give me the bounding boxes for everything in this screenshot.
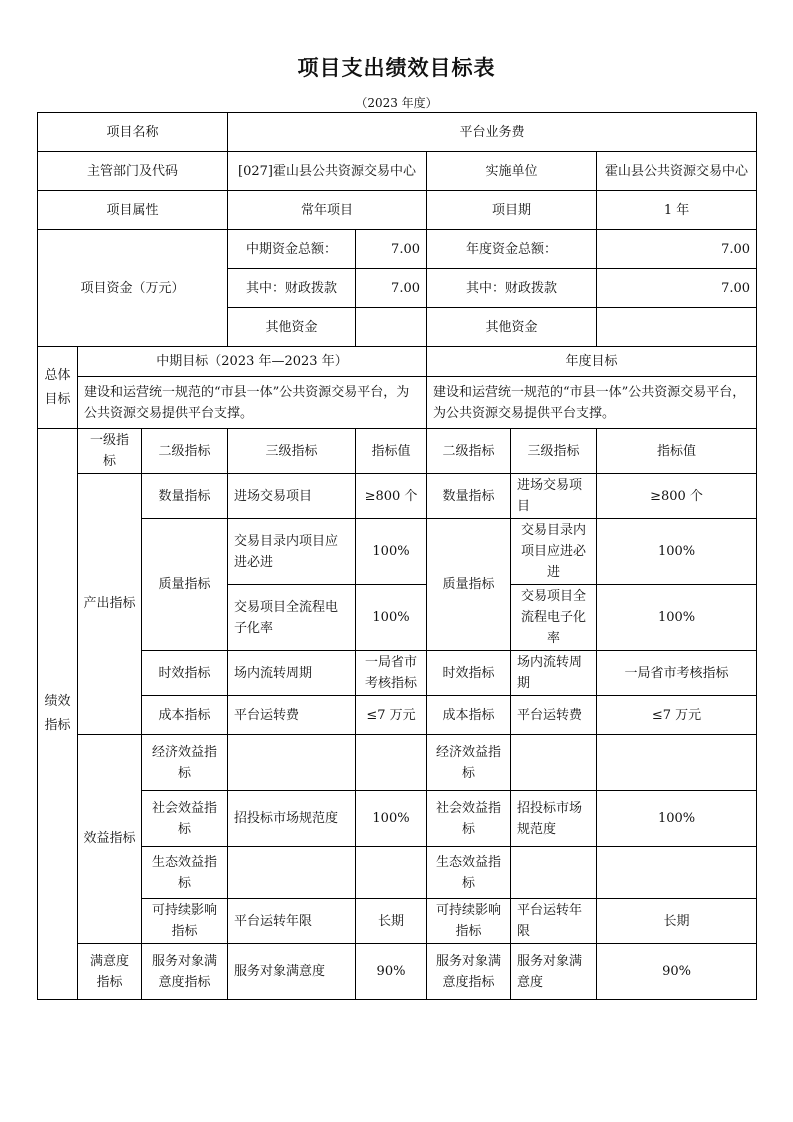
mid-goal-header: 中期目标（2023 年—2023 年）	[78, 347, 427, 377]
quantity-mid-l3: 进场交易项目	[228, 474, 356, 519]
page-title: 项目支出绩效目标表	[297, 56, 496, 80]
sustainable-year-l3: 平台运转年限	[511, 899, 597, 944]
service-mid-value: 90%	[356, 944, 427, 1000]
header-mid-level3: 三级指标	[228, 429, 356, 474]
social-mid-l2: 社会效益指标	[142, 791, 228, 847]
performance-target-table	[37, 112, 757, 1000]
quality-r1-mid-l3: 交易目录内项目应进必进	[228, 519, 356, 585]
sustainable-year-value: 长期	[597, 899, 757, 944]
service-year-l2: 服务对象满意度指标	[427, 944, 511, 1000]
year-fiscal-value: 7.00	[597, 269, 757, 308]
economic-mid-value	[356, 735, 427, 791]
ecological-mid-l3	[228, 847, 356, 899]
overall-goal-label: 总体目标	[38, 347, 78, 429]
economic-mid-l2: 经济效益指标	[142, 735, 228, 791]
economic-year-value	[597, 735, 757, 791]
timeliness-mid-l3: 场内流转周期	[228, 651, 356, 696]
social-mid-value: 100%	[356, 791, 427, 847]
quality-year-l2: 质量指标	[427, 519, 511, 651]
quality-r2-year-value: 100%	[597, 585, 757, 651]
sustainable-mid-value: 长期	[356, 899, 427, 944]
quality-r1-year-l3: 交易目录内项目应进必进	[511, 519, 597, 585]
project-name-label: 项目名称	[38, 113, 228, 152]
quality-r2-mid-value: 100%	[356, 585, 427, 651]
project-period-label: 项目期	[427, 191, 597, 230]
mid-other-value	[356, 308, 427, 347]
quantity-year-l2: 数量指标	[427, 474, 511, 519]
year-other-label: 其他资金	[427, 308, 597, 347]
service-year-l3: 服务对象满意度	[511, 944, 597, 1000]
quantity-year-value: ≥800 个	[597, 474, 757, 519]
mid-other-label: 其他资金	[228, 308, 356, 347]
mid-total-label: 中期资金总额：	[228, 230, 356, 269]
social-year-value: 100%	[597, 791, 757, 847]
quantity-mid-value: ≥800 个	[356, 474, 427, 519]
project-attr-label: 项目属性	[38, 191, 228, 230]
quantity-year-l3: 进场交易项目	[511, 474, 597, 519]
output-indicator-label: 产出指标	[78, 474, 142, 735]
social-mid-l3: 招投标市场规范度	[228, 791, 356, 847]
cost-mid-l2: 成本指标	[142, 696, 228, 735]
year-other-value	[597, 308, 757, 347]
timeliness-year-l2: 时效指标	[427, 651, 511, 696]
ecological-mid-value	[356, 847, 427, 899]
service-year-value: 90%	[597, 944, 757, 1000]
quality-r1-year-value: 100%	[597, 519, 757, 585]
economic-year-l3	[511, 735, 597, 791]
project-name-value: 平台业务费	[228, 113, 757, 152]
year-total-value: 7.00	[597, 230, 757, 269]
year-subtitle: （2023 年度）	[355, 96, 438, 110]
cost-year-l2: 成本指标	[427, 696, 511, 735]
ecological-year-l2: 生态效益指标	[427, 847, 511, 899]
mid-fiscal-label: 其中：财政拨款	[228, 269, 356, 308]
year-fiscal-label: 其中：财政拨款	[427, 269, 597, 308]
mid-total-value: 7.00	[356, 230, 427, 269]
project-period-value: 1 年	[597, 191, 757, 230]
header-year-level3: 三级指标	[511, 429, 597, 474]
sustainable-year-l2: 可持续影响指标	[427, 899, 511, 944]
header-level1: 一级指标	[78, 429, 142, 474]
year-goal-text: 建设和运营统一规范的“市县一体”公共资源交易平台，为公共资源交易提供平台支撑。	[427, 377, 757, 429]
cost-mid-l3: 平台运转费	[228, 696, 356, 735]
timeliness-year-l3: 场内流转周期	[511, 651, 597, 696]
mid-goal-text: 建设和运营统一规范的“市县一体”公共资源交易平台，为公共资源交易提供平台支撑。	[78, 377, 427, 429]
quantity-mid-l2: 数量指标	[142, 474, 228, 519]
timeliness-mid-value: 一局省市考核指标	[356, 651, 427, 696]
indicators-section-label: 绩效指标	[38, 429, 78, 1000]
quality-r1-mid-value: 100%	[356, 519, 427, 585]
social-year-l3: 招投标市场规范度	[511, 791, 597, 847]
mid-fiscal-value: 7.00	[356, 269, 427, 308]
project-attr-value: 常年项目	[228, 191, 427, 230]
impl-unit-label: 实施单位	[427, 152, 597, 191]
cost-mid-value: ≤7 万元	[356, 696, 427, 735]
timeliness-mid-l2: 时效指标	[142, 651, 228, 696]
quality-mid-l2: 质量指标	[142, 519, 228, 651]
header-mid-value: 指标值	[356, 429, 427, 474]
satisfaction-indicator-label: 满意度指标	[78, 944, 142, 1000]
economic-mid-l3	[228, 735, 356, 791]
cost-year-value: ≤7 万元	[597, 696, 757, 735]
cost-year-l3: 平台运转费	[511, 696, 597, 735]
sustainable-mid-l3: 平台运转年限	[228, 899, 356, 944]
service-mid-l2: 服务对象满意度指标	[142, 944, 228, 1000]
header-mid-level2: 二级指标	[142, 429, 228, 474]
service-mid-l3: 服务对象满意度	[228, 944, 356, 1000]
funds-label: 项目资金（万元）	[38, 230, 228, 347]
dept-value: [027]霍山县公共资源交易中心	[228, 152, 427, 191]
ecological-mid-l2: 生态效益指标	[142, 847, 228, 899]
quality-r2-mid-l3: 交易项目全流程电子化率	[228, 585, 356, 651]
social-year-l2: 社会效益指标	[427, 791, 511, 847]
ecological-year-value	[597, 847, 757, 899]
year-total-label: 年度资金总额：	[427, 230, 597, 269]
ecological-year-l3	[511, 847, 597, 899]
header-year-value: 指标值	[597, 429, 757, 474]
dept-label: 主管部门及代码	[38, 152, 228, 191]
impl-unit-value: 霍山县公共资源交易中心	[597, 152, 757, 191]
timeliness-year-value: 一局省市考核指标	[597, 651, 757, 696]
quality-r2-year-l3: 交易项目全流程电子化率	[511, 585, 597, 651]
sustainable-mid-l2: 可持续影响指标	[142, 899, 228, 944]
header-year-level2: 二级指标	[427, 429, 511, 474]
economic-year-l2: 经济效益指标	[427, 735, 511, 791]
benefit-indicator-label: 效益指标	[78, 735, 142, 944]
year-goal-header: 年度目标	[427, 347, 757, 377]
